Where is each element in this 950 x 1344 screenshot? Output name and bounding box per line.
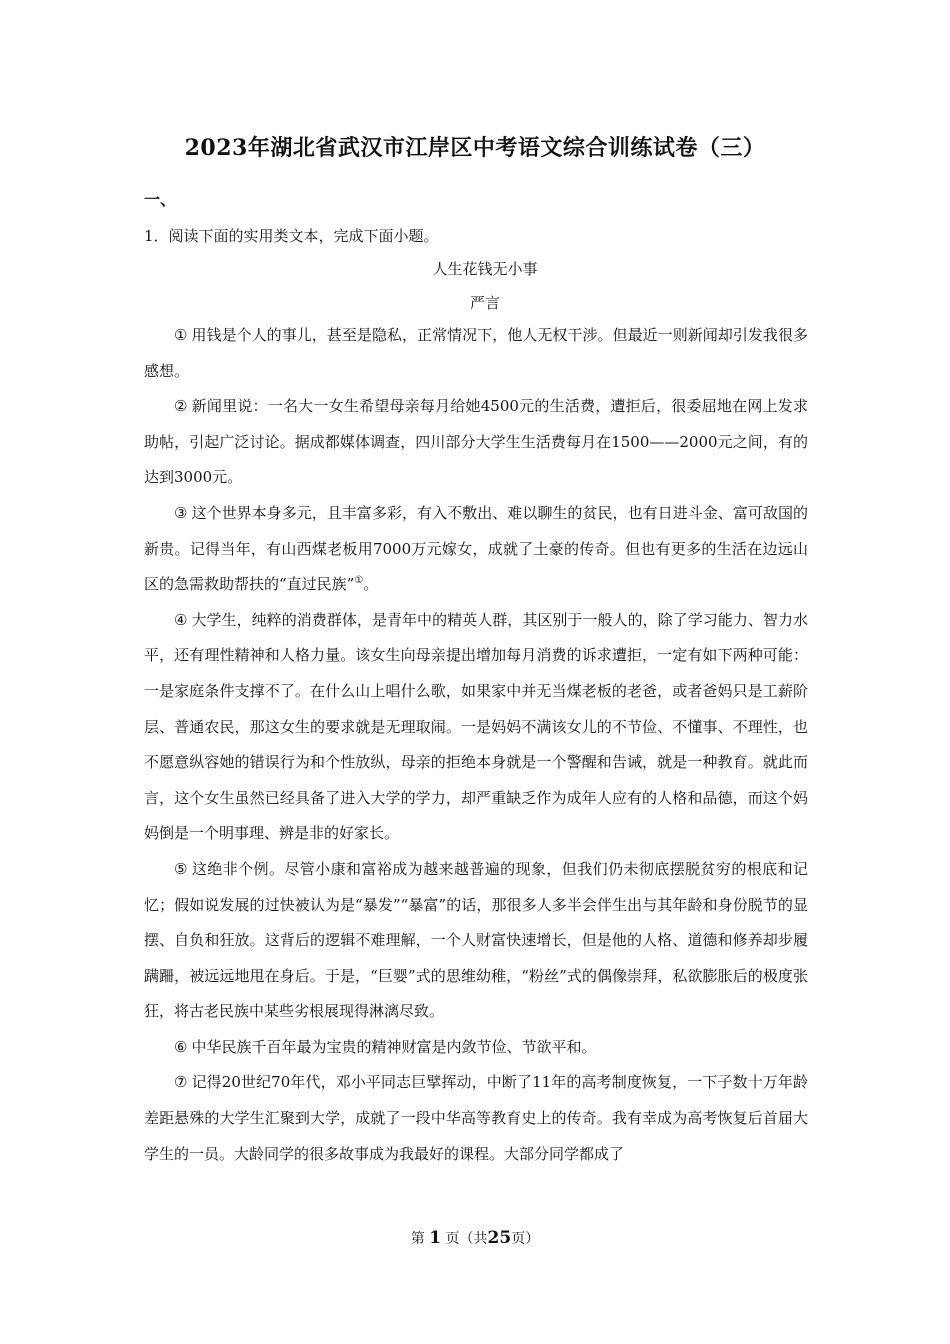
footer-middle: 页（共 [445, 1231, 488, 1247]
paragraph-number: ⑤ [174, 859, 188, 878]
paragraph-text: 这个世界本身多元，且丰富多彩，有入不敷出、难以聊生的贫民，也有日进斗金、富可敌国的新贵。记得当年，有山西煤老板用7000万元嫁女，成就了土豪的传奇。但也有更多的生活在边远山区的急需救助帮扶的“直过民族” [144, 503, 808, 594]
current-page-number: 1 [429, 1228, 442, 1248]
paragraph-number: ① [174, 326, 188, 344]
paragraph-7 [144, 1065, 808, 1172]
paragraph-number: ② [174, 397, 188, 416]
paragraph-number: ⑥ [174, 1037, 188, 1056]
paragraph-number: ④ [174, 610, 188, 629]
article-title: 人生花钱无小事 [432, 260, 538, 278]
paragraph-6 [144, 1030, 808, 1066]
paragraph-text-tail: 。 [363, 575, 379, 594]
paragraph-4 [144, 603, 808, 852]
paragraph-1 [144, 318, 808, 389]
paragraph-text: 新闻里说：一名大一女生希望母亲每月给她4500元的生活费，遭拒后，很委屈地在网上发求助帖，引起广泛讨论。据成都媒体调查，四川部分大学生生活费每月在1500——2000元之间，有的达到3000元。 [144, 397, 808, 487]
article-body [144, 318, 808, 1172]
paragraph-3 [144, 496, 808, 603]
paragraph-text: 大学生，纯粹的消费群体，是青年中的精英人群，其区别于一般人的，除了学习能力、智力水平，还有理性精神和人格力量。该女生向母亲提出增加每月消费的诉求遭拒，一定有如下两种可能：一是家庭条件支撑不了。在什么山上唱什么歌，如果家中并无当煤老板的老爸，或者爸妈只是工薪阶层、普通农民，那这女生的要求就是无理取闹。一是妈妈不满该女儿的不节俭、不懂事、不理性，也不愿意纵容她的错误行为和个性放纵，母亲的拒绝本身就是一个警醒和告诫，就是一种教育。就此而言，这个女生虽然已经具备了进入大学的学力，却严重缺乏作为成年人应有的人格和品德，而这个妈妈倒是一个明事理、辨是非的好家长。 [144, 610, 808, 843]
paragraph-text: 中华民族千百年最为宝贵的精神财富是内敛节俭、节欲平和。 [191, 1037, 597, 1056]
paragraph-2 [144, 389, 808, 496]
footnote-marker[interactable]: ① [354, 575, 364, 587]
page-footer [0, 1228, 950, 1249]
paragraph-text: 记得20世纪70年代，邓小平同志巨擘挥动，中断了11年的高考制度恢复，一下子数十万年龄差距悬殊的大学生汇聚到大学，成就了一段中华高等教育史上的传奇。我有幸成为高考恢复后首届大学生的一员。大龄同学的很多故事成为我最好的课程。大部分同学都成了 [144, 1073, 809, 1163]
footer-suffix: 页） [511, 1231, 540, 1247]
paragraph-number: ⑦ [174, 1073, 188, 1092]
page-title: 2023年湖北省武汉市江岸区中考语文综合训练试卷（三） [184, 135, 766, 161]
total-page-count: 25 [487, 1228, 512, 1248]
question-prompt: 1．阅读下面的实用类文本，完成下面小题。 [144, 227, 439, 245]
article-author: 严言 [469, 294, 500, 312]
paragraph-text: 用钱是个人的事儿，甚至是隐私，正常情况下，他人无权干涉。但最近一则新闻却引发我很多感想。 [144, 326, 808, 380]
footer-prefix: 第 [410, 1231, 425, 1247]
paragraph-5 [144, 852, 808, 1030]
paragraph-number: ③ [174, 503, 188, 522]
paragraph-text: 这绝非个例。尽管小康和富裕成为越来越普遍的现象，但我们仍未彻底摆脱贫穷的根底和记忆；假如说发展的过快被认为是“暴发”“暴富”的话，那很多人多半会伴生出与其年龄和身份脱节的显摆、自负和狂放。这背后的逻辑不难理解，一个人财富快速增长，但是他的人格、道德和修养却步履蹒跚，被远远地甩在身后。于是，“巨婴”式的思维幼稚，“粉丝”式的偶像崇拜，私欲膨胀后的极度张狂，将古老民族中某些劣根展现得淋漓尽致。 [144, 859, 808, 1021]
section-heading: 一、 [144, 190, 177, 209]
